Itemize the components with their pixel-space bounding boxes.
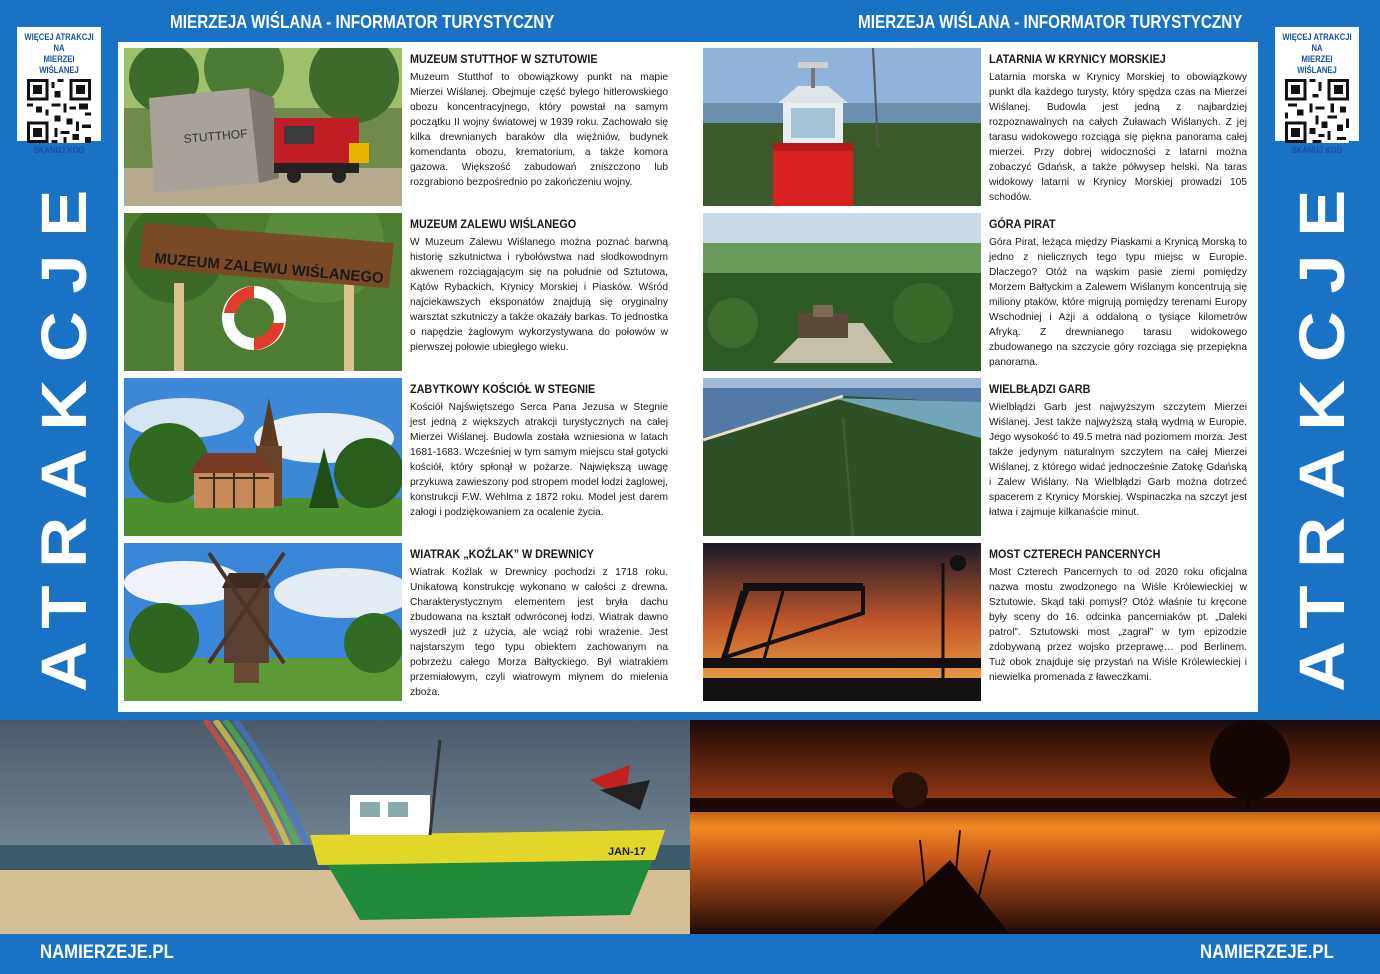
qr-caption-line1: WIĘCEJ ATRAKCJI NA bbox=[1282, 32, 1352, 53]
footer-link-left[interactable]: NAMIERZEJE.PL bbox=[40, 942, 174, 963]
most-bridge-text bbox=[989, 547, 1247, 685]
attraction-card-stutthof bbox=[118, 42, 678, 202]
attraction-card-lighthouse bbox=[697, 42, 1257, 202]
attraction-title: WIELBŁĄDZI GARB bbox=[989, 382, 1091, 396]
gora-pirat-photo bbox=[703, 213, 981, 371]
qr-code-icon[interactable] bbox=[27, 79, 91, 143]
header-title-right: MIERZEJA WIŚLANA - INFORMATOR TURYSTYCZNY bbox=[858, 12, 1243, 32]
side-word-text-left: ATRAKCJE bbox=[28, 220, 100, 692]
attraction-title: LATARNIA W KRYNICY MORSKIEJ bbox=[989, 52, 1166, 66]
qr-caption-line1: WIĘCEJ ATRAKCJI NA bbox=[24, 32, 94, 53]
side-word-right bbox=[1274, 162, 1362, 712]
attraction-description: Kościół Najświętszego Serca Pana Jezusa w Stegnie jest jedną z większych atrakcji turystycznych na całej Mierzei Wiślanej. Budowla została wzniesiona w latach 1681-1683. Wcześniej w tym samym miejscu stał gotycki kościół, który spłonął w pożarze. Największą uwagę przykuwa zawieszony pod stropem model łodzi żaglowej, konstrukcji F.W. Wehlma z 1872 roku. Model jest darem załogi i podziękowaniem za ocalenie życia. bbox=[410, 402, 668, 518]
side-word-text-right: ATRAKCJE bbox=[1286, 220, 1358, 692]
header-title-left: MIERZEJA WIŚLANA - INFORMATOR TURYSTYCZNY bbox=[170, 12, 555, 32]
attraction-card-windmill bbox=[118, 537, 678, 697]
attraction-title: ZABYTKOWY KOŚCIÓŁ W STEGNIE bbox=[410, 382, 596, 396]
lighthouse-text bbox=[989, 52, 1247, 205]
zalew-museum-sign-text: MUZEUM ZALEWU WIŚLANEGO bbox=[153, 250, 386, 288]
lighthouse-photo bbox=[703, 48, 981, 206]
attraction-card-gora-pirat bbox=[697, 207, 1257, 367]
attraction-card-stegna-church bbox=[118, 372, 678, 532]
windmill-photo bbox=[124, 543, 402, 701]
boat-label: JAN-17 bbox=[608, 846, 646, 858]
qr-code-icon[interactable] bbox=[1285, 79, 1349, 143]
attraction-card-zalew-museum bbox=[118, 207, 678, 367]
attraction-description: Góra Pirat, leżąca między Piaskami a Krynicą Morską to jedno z nielicznych tego typu miejsc w Europie. Dlaczego? Otóż na wąskim pasie ziemi pomiędzy Morzem Bałtyckim a Zalewem Wiślanym koncentrują się miliony ptaków, które migrują pomiędzy terenami Europy Wschodniej i Azji a oddaloną o tysiące kilometrów Afryką. Z drewnianego tarasu widokowego zbudowanego na szczycie góry rozciąga się przepiękna panorama. bbox=[989, 237, 1247, 368]
qr-scan-label: SKANUJ KOD bbox=[1291, 145, 1343, 155]
stutthof-sign-text: STUTTHOF bbox=[183, 126, 249, 146]
attractions-panel bbox=[118, 42, 1258, 712]
beach-boat-photo bbox=[0, 720, 690, 934]
side-panel-right bbox=[1274, 22, 1362, 712]
windmill-text bbox=[410, 547, 668, 700]
attraction-description: W Muzeum Zalewu Wiślanego można poznać barwną historię szkutnictwa i rybołówstwa nad słodkowodnym akwenem rozciągającym się na południe od Sztutowa, Kątów Rybackich, Krynicy Morskiej i Piasków. Wśród najciekawszych eksponatów znajdują się oryginalny warsztat szkutniczy a także okazały barkas. To jednostka o napędzie żaglowym wykorzystywana do połowów w pierwszej połowie ubiegłego wieku. bbox=[410, 237, 668, 353]
stutthof-museum-photo bbox=[124, 48, 402, 206]
attraction-card-wielbladzi-garb bbox=[697, 372, 1257, 532]
qr-box-right[interactable] bbox=[1274, 26, 1360, 155]
attraction-title: GÓRA PIRAT bbox=[989, 217, 1056, 231]
stegna-church-text bbox=[410, 382, 668, 520]
stegna-church-photo bbox=[124, 378, 402, 536]
stutthof-text bbox=[410, 52, 668, 190]
attraction-description: Most Czterech Pancernych to od 2020 roku oficjalna nazwa mostu zwodzonego na Wiśle Królewieckiej w Sztutowie. Skąd taki pomysł? Otóż właśnie tu kręcone były sceny do 16. odcinka pancerniaków pt. „Daleki patrol”. Sztutowski most „zagrał” w tym epizodzie zdobywaną przez wojsko przeprawę… pod Berlinem. Tuż obok znajduje się przystań na Wiśle Królewieckiej i niewielka promenada z ławeczkami. bbox=[989, 567, 1247, 683]
footer-link-right[interactable]: NAMIERZEJE.PL bbox=[1200, 942, 1334, 963]
side-panel-left bbox=[16, 22, 104, 712]
most-bridge-photo bbox=[703, 543, 981, 701]
side-word-left bbox=[16, 162, 104, 712]
attraction-title: MUZEUM ZALEWU WIŚLANEGO bbox=[410, 217, 577, 231]
qr-caption bbox=[23, 27, 94, 76]
attraction-title: WIATRAK „KOŹLAK” W DREWNICY bbox=[410, 547, 594, 561]
qr-caption bbox=[1281, 27, 1352, 76]
qr-caption-line2: MIERZEI WIŚLANEJ bbox=[1297, 54, 1337, 75]
wielbladzi-garb-photo bbox=[703, 378, 981, 536]
attraction-description: Muzeum Stutthof to obowiązkowy punkt na mapie Mierzei Wiślanej. Obejmuje część byłego hitlerowskiego obozu koncentracyjnego, który powstał na samym początku II wojny światowej w 1939 roku. Zachowało się kilka drewnianych baraków dla więźniów, budynek komendanta obozu, krematorium, a także komora gazowa. Większość zabudowań zniszczono lub rozgrabiono bezpośrednio po zakończeniu wojny. bbox=[410, 72, 668, 188]
wielbladzi-garb-text bbox=[989, 382, 1247, 520]
attraction-description: Wielbłądzi Garb jest najwyższym szczytem Mierzei Wiślanej. Jest także najwyższą stałą wydmą w Europie. Jego wysokość to 49.5 metra nad poziomem morza. Jest także jedynym naturalnym szczytem na całej Mierzei Wiślanej, z którego widać jednocześnie Zatokę Gdańską i Zalew Wiślany. Na Wielbłądzi Garb można dotrzeć spacerem z Krynicy Morskiej. Wspinaczka na szczyt jest łatwa i zajmuje kilkanaście minut. bbox=[989, 402, 1247, 518]
attraction-title: MOST CZTERECH PANCERNYCH bbox=[989, 547, 1161, 561]
gora-pirat-text bbox=[989, 217, 1247, 370]
attraction-card-most bbox=[697, 537, 1257, 697]
attraction-description: Wiatrak Koźlak w Drewnicy pochodzi z 1718 roku. Unikatową konstrukcję wykonano w całości z drewna. Charakterystycznym elementem jest bryła dachu zbudowana na kształt odwróconej łodzi. Wiatrak dawno wyszedł już z użycia, ale wciąż robi wrażenie. Jest najstarszym tego typu obiektem zachowanym na pobrzeżu całego Morza Bałtyckiego. Był wiatrakiem przemiałowym, czyli wiatrowym młynem do mielenia zboża. bbox=[410, 567, 668, 698]
sunset-lake-photo bbox=[690, 720, 1380, 934]
zalew-museum-photo bbox=[124, 213, 402, 371]
attraction-title: MUZEUM STUTTHOF W SZTUTOWIE bbox=[410, 52, 598, 66]
qr-caption-line2: MIERZEI WIŚLANEJ bbox=[39, 54, 79, 75]
attraction-description: Latarnia morska w Krynicy Morskiej to obowiązkowy punkt dla każdego turysty, który spędza czas na Mierzei Wiślanej. Budowla jest jedną z najbardziej rozpoznawalnych na całych Żuławach Wiślanych. Z jej tarasu widokowego rozciąga się piękna panorama całej mierzei. Przy dobrej widoczności z latarni można zobaczyć Gdańsk, a także półwysep helski. Na taras widokowy latarni w Krynicy Morskiej prowadzi 105 schodów. bbox=[989, 72, 1247, 203]
zalew-museum-text bbox=[410, 217, 668, 355]
qr-scan-label: SKANUJ KOD bbox=[33, 145, 85, 155]
qr-box-left[interactable] bbox=[16, 26, 102, 155]
